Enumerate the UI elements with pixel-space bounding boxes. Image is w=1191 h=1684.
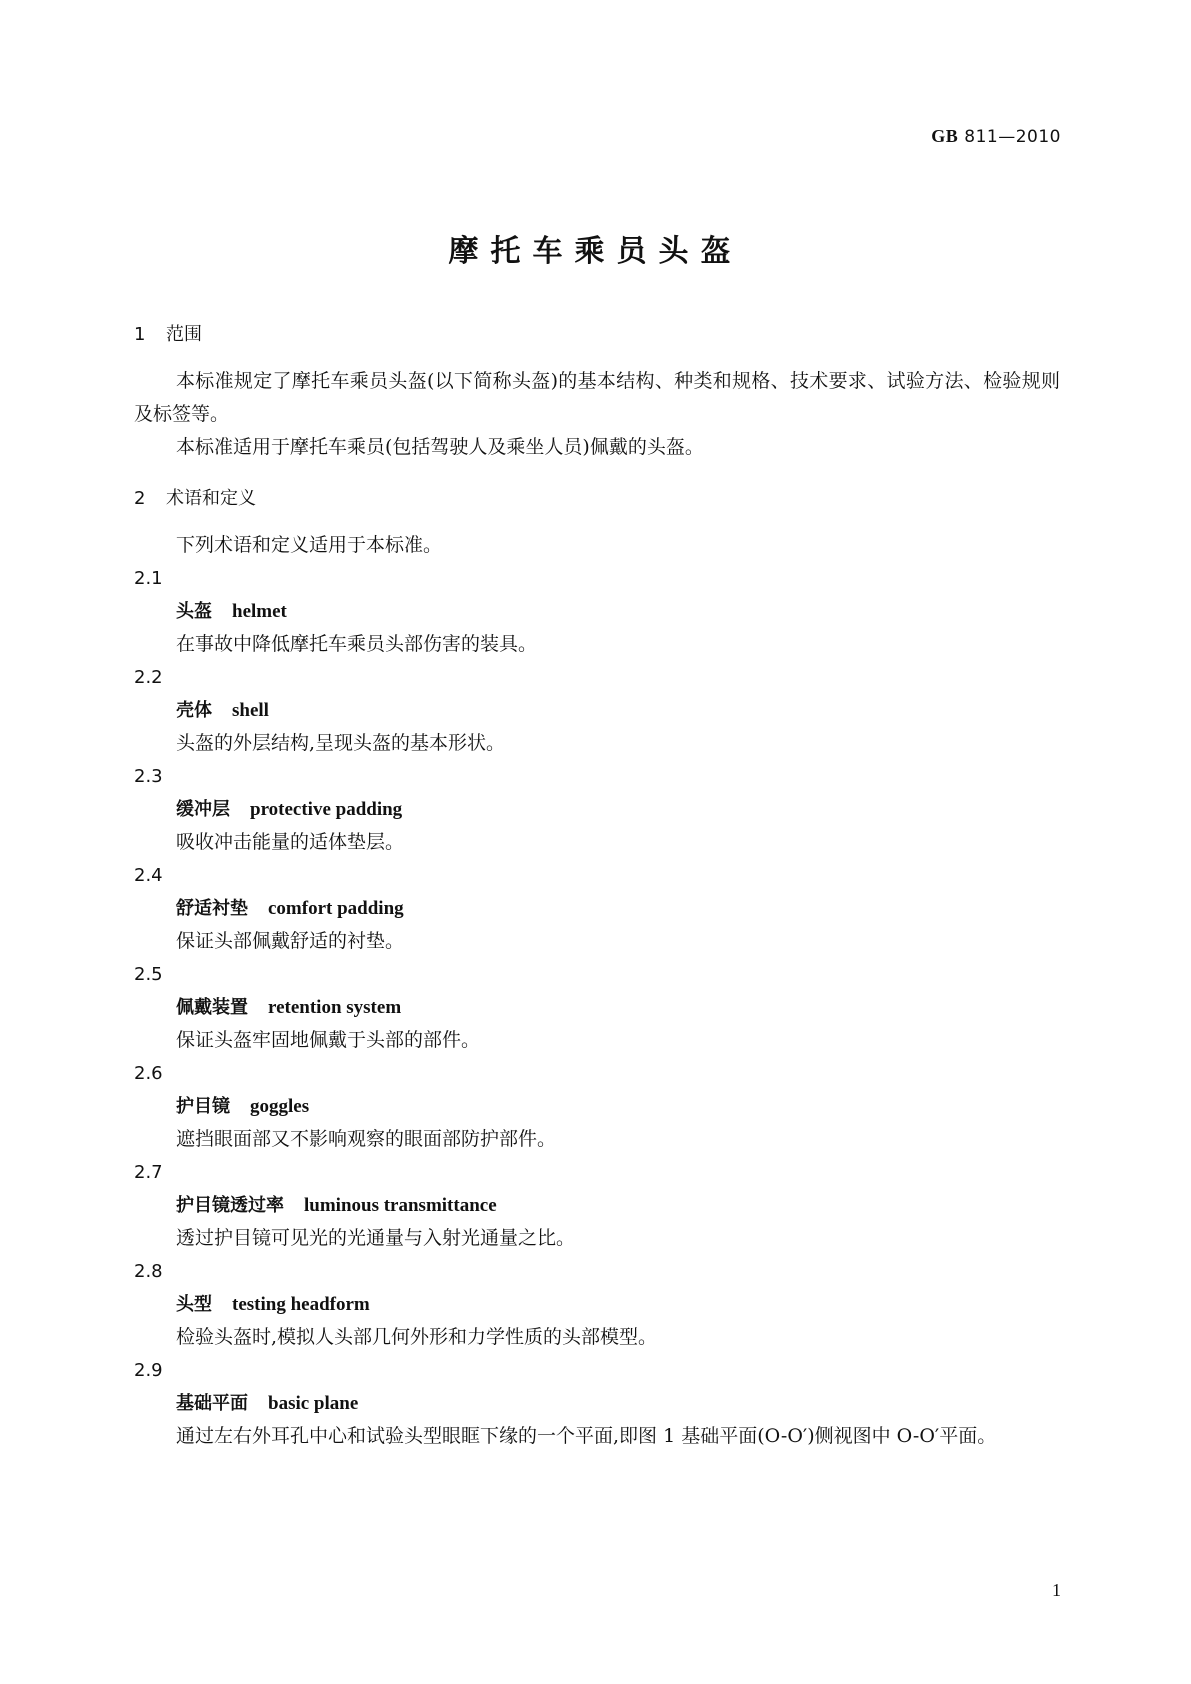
term-number: 2.5 xyxy=(134,964,163,985)
term-number: 2.6 xyxy=(134,1063,163,1084)
term-english: retention system xyxy=(268,997,402,1018)
term-definition: 保证头部佩戴舒适的衬垫。 xyxy=(176,930,405,952)
term-definition: 通过左右外耳孔中心和试验头型眼眶下缘的一个平面,即图 1 基础平面(O-O′)侧视图中 O-O′平面。 xyxy=(176,1425,997,1447)
term-entry xyxy=(134,958,1060,1057)
section-title: 范围 xyxy=(166,324,202,345)
section-heading-terms xyxy=(134,482,1060,515)
standard-number: 811—2010 xyxy=(964,127,1061,147)
document-body xyxy=(134,318,1060,1453)
term-number: 2.2 xyxy=(134,667,163,688)
term-number: 2.4 xyxy=(134,865,163,886)
section-heading-scope xyxy=(134,318,1060,351)
term-english: helmet xyxy=(232,601,287,622)
scope-paragraph: 本标准适用于摩托车乘员(包括驾驶人及乘坐人员)佩戴的头盔。 xyxy=(176,436,704,458)
term-english: basic plane xyxy=(268,1393,359,1414)
term-chinese: 基础平面 xyxy=(176,1393,248,1414)
term-entry xyxy=(134,859,1060,958)
term-definition: 透过护目镜可见光的光通量与入射光通量之比。 xyxy=(176,1227,576,1249)
standard-prefix: GB xyxy=(931,126,959,146)
term-chinese: 舒适衬垫 xyxy=(176,898,248,919)
term-entry xyxy=(134,562,1060,661)
term-chinese: 壳体 xyxy=(176,700,212,721)
term-definition: 吸收冲击能量的适体垫层。 xyxy=(176,831,405,853)
term-chinese: 佩戴装置 xyxy=(176,997,248,1018)
section-title: 术语和定义 xyxy=(166,488,256,509)
scope-paragraph: 本标准规定了摩托车乘员头盔(以下简称头盔)的基本结构、种类和规格、技术要求、试验方法、检验规则及标签等。 xyxy=(134,370,1060,425)
term-definition: 保证头盔牢固地佩戴于头部的部件。 xyxy=(176,1029,481,1051)
term-chinese: 头型 xyxy=(176,1294,212,1315)
terms-intro: 下列术语和定义适用于本标准。 xyxy=(176,534,443,556)
term-number: 2.7 xyxy=(134,1162,163,1183)
document-title: 摩托车乘员头盔 xyxy=(448,234,743,269)
term-chinese: 护目镜透过率 xyxy=(176,1195,284,1216)
term-entry xyxy=(134,1156,1060,1255)
term-chinese: 头盔 xyxy=(176,601,212,622)
term-english: protective padding xyxy=(250,799,403,820)
term-english: goggles xyxy=(250,1096,310,1117)
term-number: 2.8 xyxy=(134,1261,163,1282)
term-definition: 遮挡眼面部又不影响观察的眼面部防护部件。 xyxy=(176,1128,557,1150)
term-entry xyxy=(134,760,1060,859)
term-entry xyxy=(134,1057,1060,1156)
term-english: comfort padding xyxy=(268,898,404,919)
term-english: luminous transmittance xyxy=(304,1195,497,1216)
term-chinese: 缓冲层 xyxy=(176,799,230,820)
term-number: 2.9 xyxy=(134,1360,163,1381)
section-number: 2 xyxy=(134,488,146,509)
term-entry xyxy=(134,1354,1060,1453)
page-number: 1 xyxy=(1052,1580,1061,1600)
term-chinese: 护目镜 xyxy=(176,1096,230,1117)
section-number: 1 xyxy=(134,324,146,345)
term-entry xyxy=(134,1255,1060,1354)
term-definition: 头盔的外层结构,呈现头盔的基本形状。 xyxy=(176,732,506,754)
term-number: 2.1 xyxy=(134,568,163,589)
term-number: 2.3 xyxy=(134,766,163,787)
term-definition: 检验头盔时,模拟人头部几何外形和力学性质的头部模型。 xyxy=(176,1326,658,1348)
term-entry xyxy=(134,661,1060,760)
term-definition: 在事故中降低摩托车乘员头部伤害的装具。 xyxy=(176,633,538,655)
term-english: shell xyxy=(232,700,269,721)
term-english: testing headform xyxy=(232,1294,370,1315)
standard-code xyxy=(931,126,1061,147)
